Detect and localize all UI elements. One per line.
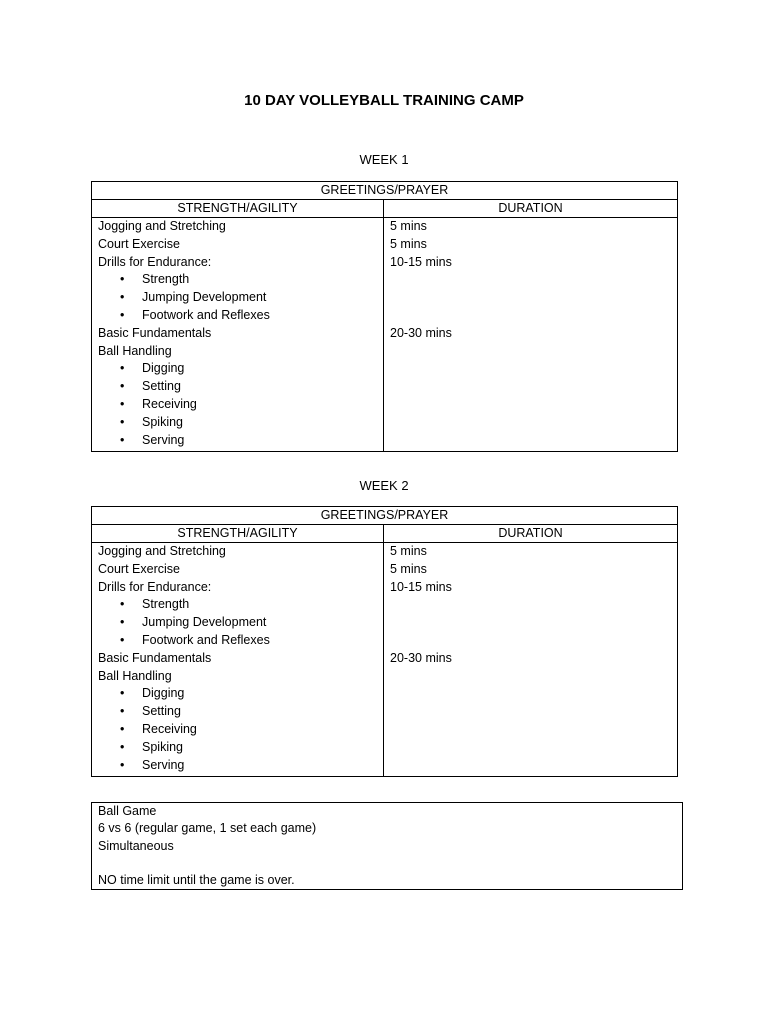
bullet-text: Spiking	[142, 739, 183, 754]
duration-header: DURATION	[384, 200, 678, 218]
activity: Drills for Endurance:	[98, 254, 212, 269]
greetings-header: GREETINGS/PRAYER	[92, 182, 678, 200]
bullet-item	[98, 396, 377, 414]
bullet-text: Setting	[142, 379, 181, 394]
ball-game-box	[91, 802, 683, 890]
bullet-icon: •	[120, 361, 125, 376]
bullet-icon: •	[120, 307, 125, 322]
greetings-header: GREETINGS/PRAYER	[92, 507, 678, 525]
bullet-item	[98, 757, 377, 775]
bullet-item	[98, 739, 377, 757]
bullet-text: Digging	[142, 686, 185, 701]
bullet-text: Strength	[142, 597, 190, 612]
bullet-text: Setting	[142, 704, 181, 719]
bullet-item	[98, 414, 377, 432]
duration-value: 5 mins	[390, 219, 427, 233]
bullet-item	[98, 378, 377, 396]
ball-game-title: Ball Game	[98, 804, 157, 818]
bullet-text: Strength	[142, 272, 190, 287]
activity: Court Exercise	[98, 561, 180, 576]
bullet-item	[98, 721, 377, 739]
bullet-icon: •	[120, 414, 125, 429]
duration-value: 5 mins	[390, 561, 427, 576]
bullet-item	[98, 289, 377, 307]
bullet-icon: •	[120, 757, 125, 772]
bullet-icon: •	[120, 290, 125, 305]
bullet-item	[98, 632, 377, 650]
bullet-item	[98, 271, 377, 289]
bullet-icon: •	[120, 272, 125, 287]
bullet-item	[98, 685, 377, 703]
bullet-icon: •	[120, 739, 125, 754]
bullet-icon: •	[120, 686, 125, 701]
activity: Court Exercise	[98, 236, 180, 251]
ball-game-mode: Simultaneous	[98, 838, 174, 853]
week-1-label: WEEK 1	[359, 152, 409, 167]
bullet-text: Jumping Development	[142, 290, 267, 305]
bullet-icon: •	[120, 632, 125, 647]
duration-value: 10-15 mins	[390, 254, 452, 269]
bullet-item	[98, 360, 377, 378]
bullet-text: Footwork and Reflexes	[142, 307, 270, 322]
bullet-item	[98, 307, 377, 325]
bullet-icon: •	[120, 597, 125, 612]
bullet-item	[98, 432, 377, 450]
activity: Ball Handling	[98, 343, 172, 358]
activity: Jogging and Stretching	[98, 219, 226, 233]
bullet-icon: •	[120, 432, 125, 447]
duration-value: 5 mins	[390, 544, 427, 558]
activity: Drills for Endurance:	[98, 579, 212, 594]
bullet-text: Serving	[142, 757, 185, 772]
page-title: 10 DAY VOLLEYBALL TRAINING CAMP	[244, 92, 524, 109]
duration-header: DURATION	[384, 525, 678, 543]
strength-agility-header: STRENGTH/AGILITY	[92, 525, 384, 543]
bullet-item	[98, 614, 377, 632]
bullet-item	[98, 703, 377, 721]
duration-value: 20-30 mins	[390, 650, 452, 665]
duration-value: 10-15 mins	[390, 579, 452, 594]
bullet-icon: •	[120, 379, 125, 394]
bullet-item	[98, 596, 377, 614]
duration-value: 20-30 mins	[390, 325, 452, 340]
bullet-text: Receiving	[142, 721, 197, 736]
activity: Ball Handling	[98, 668, 172, 683]
duration-value: 5 mins	[390, 236, 427, 251]
bullet-text: Serving	[142, 432, 185, 447]
strength-agility-header: STRENGTH/AGILITY	[92, 200, 384, 218]
activity: Basic Fundamentals	[98, 650, 212, 665]
activity: Jogging and Stretching	[98, 544, 226, 558]
bullet-text: Jumping Development	[142, 615, 267, 630]
bullet-text: Digging	[142, 361, 185, 376]
bullet-icon: •	[120, 615, 125, 630]
week-2-label: WEEK 2	[359, 478, 409, 493]
bullet-text: Spiking	[142, 414, 183, 429]
ball-game-format: 6 vs 6 (regular game, 1 set each game)	[98, 821, 317, 836]
activity: Basic Fundamentals	[98, 325, 212, 340]
bullet-icon: •	[120, 396, 125, 411]
week-1-table	[91, 181, 678, 452]
ball-game-rule: NO time limit until the game is over.	[98, 873, 295, 888]
bullet-icon: •	[120, 704, 125, 719]
week-2-table	[91, 506, 678, 777]
bullet-text: Footwork and Reflexes	[142, 632, 270, 647]
bullet-text: Receiving	[142, 396, 197, 411]
bullet-icon: •	[120, 721, 125, 736]
